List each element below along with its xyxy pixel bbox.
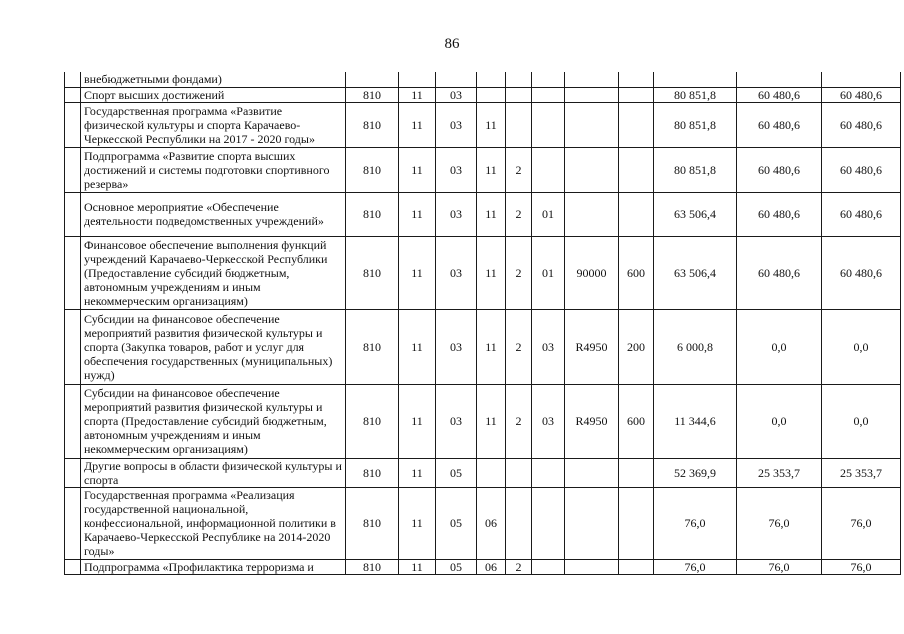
direction-cell [565, 559, 619, 574]
table-row [65, 102, 901, 147]
item-name-cell: Субсидии на финансовое обеспечение мероприятий развития физической культуры и спорта (Закупка товаров, работ и услуг для обеспечения государственных (муниципальных) нужд) [81, 309, 346, 384]
direction-cell: R4950 [565, 309, 619, 384]
ministry-code-cell: 810 [346, 309, 399, 384]
amount-year2-cell [737, 72, 822, 87]
subsection-cell: 03 [436, 236, 477, 309]
item-name-cell: Подпрограмма «Развитие спорта высших достижений и системы подготовки спортивного резерва» [81, 147, 346, 192]
expense-type-cell: 600 [619, 236, 654, 309]
page-number: 86 [444, 36, 460, 52]
amount-year2-cell: 60 480,6 [737, 236, 822, 309]
subprogram-cell: 2 [506, 559, 532, 574]
program-cell [477, 87, 506, 102]
measure-cell [532, 559, 565, 574]
amount-year1-cell: 52 369,9 [654, 458, 737, 487]
ministry-code-cell: 810 [346, 236, 399, 309]
ministry-code-cell: 810 [346, 559, 399, 574]
item-name-cell: Государственная программа «Реализация государственной национальной, конфессиональной, информационной политики в Карачаево-Черкесской Республике на 2014-2020 годы» [81, 487, 346, 559]
direction-cell [565, 147, 619, 192]
ministry-code-cell: 810 [346, 87, 399, 102]
section-cell: 11 [399, 309, 436, 384]
section-cell: 11 [399, 102, 436, 147]
subsection-cell: 05 [436, 458, 477, 487]
subsection-cell: 03 [436, 87, 477, 102]
measure-cell: 03 [532, 384, 565, 458]
table-row [65, 309, 901, 384]
subprogram-cell [506, 102, 532, 147]
subsection-cell: 03 [436, 309, 477, 384]
program-cell: 11 [477, 236, 506, 309]
subsection-cell: 05 [436, 559, 477, 574]
measure-cell [532, 147, 565, 192]
item-name-cell: Государственная программа «Развитие физической культуры и спорта Карачаево-Черкесской Республики на 2017 - 2020 годы» [81, 102, 346, 147]
expense-type-cell [619, 559, 654, 574]
subsection-cell: 03 [436, 147, 477, 192]
expense-type-cell [619, 487, 654, 559]
item-name-cell: Другие вопросы в области физической культуры и спорта [81, 458, 346, 487]
subsection-cell: 03 [436, 384, 477, 458]
direction-cell [565, 458, 619, 487]
amount-year3-cell: 60 480,6 [822, 236, 901, 309]
program-cell: 11 [477, 192, 506, 236]
amount-year3-cell: 60 480,6 [822, 192, 901, 236]
section-cell: 11 [399, 559, 436, 574]
measure-cell [532, 102, 565, 147]
program-cell: 11 [477, 102, 506, 147]
section-cell: 11 [399, 458, 436, 487]
margin-cell [65, 236, 81, 309]
subprogram-cell [506, 72, 532, 87]
amount-year1-cell: 80 851,8 [654, 87, 737, 102]
table-body [65, 72, 901, 574]
margin-cell [65, 87, 81, 102]
table-row [65, 559, 901, 574]
amount-year2-cell: 76,0 [737, 487, 822, 559]
ministry-code-cell: 810 [346, 384, 399, 458]
item-name-cell: Субсидии на финансовое обеспечение мероприятий развития физической культуры и спорта (Предоставление субсидий бюджетным, автономным учреждениям и иным некоммерческим организациям) [81, 384, 346, 458]
program-cell: 11 [477, 384, 506, 458]
section-cell: 11 [399, 487, 436, 559]
subsection-cell: 03 [436, 192, 477, 236]
subprogram-cell: 2 [506, 309, 532, 384]
section-cell: 11 [399, 236, 436, 309]
margin-cell [65, 384, 81, 458]
amount-year1-cell: 80 851,8 [654, 147, 737, 192]
direction-cell [565, 192, 619, 236]
amount-year1-cell: 11 344,6 [654, 384, 737, 458]
ministry-code-cell: 810 [346, 147, 399, 192]
subprogram-cell: 2 [506, 384, 532, 458]
margin-cell [65, 559, 81, 574]
amount-year2-cell: 60 480,6 [737, 147, 822, 192]
measure-cell [532, 72, 565, 87]
table-row [65, 458, 901, 487]
amount-year3-cell: 60 480,6 [822, 147, 901, 192]
section-cell [399, 72, 436, 87]
subsection-cell: 03 [436, 102, 477, 147]
subprogram-cell: 2 [506, 236, 532, 309]
direction-cell [565, 102, 619, 147]
expense-type-cell [619, 147, 654, 192]
amount-year1-cell: 6 000,8 [654, 309, 737, 384]
margin-cell [65, 487, 81, 559]
program-cell: 06 [477, 487, 506, 559]
margin-cell [65, 72, 81, 87]
margin-cell [65, 309, 81, 384]
margin-cell [65, 147, 81, 192]
direction-cell [565, 72, 619, 87]
measure-cell [532, 458, 565, 487]
program-cell [477, 72, 506, 87]
amount-year2-cell: 60 480,6 [737, 102, 822, 147]
subprogram-cell [506, 87, 532, 102]
table-row [65, 384, 901, 458]
amount-year1-cell: 80 851,8 [654, 102, 737, 147]
table-row [65, 192, 901, 236]
direction-cell: R4950 [565, 384, 619, 458]
table-row [65, 72, 901, 87]
amount-year2-cell: 60 480,6 [737, 87, 822, 102]
amount-year1-cell: 63 506,4 [654, 192, 737, 236]
margin-cell [65, 192, 81, 236]
program-cell: 11 [477, 147, 506, 192]
amount-year2-cell: 25 353,7 [737, 458, 822, 487]
expense-type-cell [619, 87, 654, 102]
expense-type-cell [619, 102, 654, 147]
table-row [65, 147, 901, 192]
amount-year1-cell: 76,0 [654, 559, 737, 574]
subsection-cell [436, 72, 477, 87]
item-name-cell: Спорт высших достижений [81, 87, 346, 102]
section-cell: 11 [399, 192, 436, 236]
subsection-cell: 05 [436, 487, 477, 559]
section-cell: 11 [399, 147, 436, 192]
measure-cell [532, 87, 565, 102]
table-row [65, 236, 901, 309]
amount-year2-cell: 0,0 [737, 309, 822, 384]
amount-year1-cell: 76,0 [654, 487, 737, 559]
subprogram-cell [506, 487, 532, 559]
amount-year3-cell: 60 480,6 [822, 87, 901, 102]
amount-year2-cell: 60 480,6 [737, 192, 822, 236]
program-cell: 11 [477, 309, 506, 384]
measure-cell: 01 [532, 192, 565, 236]
direction-cell [565, 487, 619, 559]
amount-year2-cell: 0,0 [737, 384, 822, 458]
direction-cell [565, 87, 619, 102]
amount-year2-cell: 76,0 [737, 559, 822, 574]
amount-year1-cell: 63 506,4 [654, 236, 737, 309]
subprogram-cell: 2 [506, 147, 532, 192]
section-cell: 11 [399, 87, 436, 102]
item-name-cell: внебюджетными фондами) [81, 72, 346, 87]
section-cell: 11 [399, 384, 436, 458]
margin-cell [65, 458, 81, 487]
direction-cell: 90000 [565, 236, 619, 309]
budget-table [64, 72, 901, 575]
expense-type-cell [619, 458, 654, 487]
table-row [65, 487, 901, 559]
amount-year3-cell: 0,0 [822, 384, 901, 458]
subprogram-cell [506, 458, 532, 487]
ministry-code-cell [346, 72, 399, 87]
program-cell [477, 458, 506, 487]
measure-cell: 03 [532, 309, 565, 384]
expense-type-cell: 600 [619, 384, 654, 458]
expense-type-cell: 200 [619, 309, 654, 384]
amount-year3-cell: 0,0 [822, 309, 901, 384]
program-cell: 06 [477, 559, 506, 574]
amount-year3-cell: 76,0 [822, 487, 901, 559]
measure-cell: 01 [532, 236, 565, 309]
table-row [65, 87, 901, 102]
ministry-code-cell: 810 [346, 102, 399, 147]
ministry-code-cell: 810 [346, 192, 399, 236]
amount-year3-cell: 76,0 [822, 559, 901, 574]
measure-cell [532, 487, 565, 559]
item-name-cell: Подпрограмма «Профилактика терроризма и [81, 559, 346, 574]
item-name-cell: Основное мероприятие «Обеспечение деятельности подведомственных учреждений» [81, 192, 346, 236]
amount-year1-cell [654, 72, 737, 87]
ministry-code-cell: 810 [346, 458, 399, 487]
amount-year3-cell: 25 353,7 [822, 458, 901, 487]
amount-year3-cell: 60 480,6 [822, 102, 901, 147]
amount-year3-cell [822, 72, 901, 87]
item-name-cell: Финансовое обеспечение выполнения функций учреждений Карачаево-Черкесской Республики (Предоставление субсидий бюджетным, автономным учреждениям и иным некоммерческим организациям) [81, 236, 346, 309]
expense-type-cell [619, 192, 654, 236]
margin-cell [65, 102, 81, 147]
ministry-code-cell: 810 [346, 487, 399, 559]
expense-type-cell [619, 72, 654, 87]
subprogram-cell: 2 [506, 192, 532, 236]
